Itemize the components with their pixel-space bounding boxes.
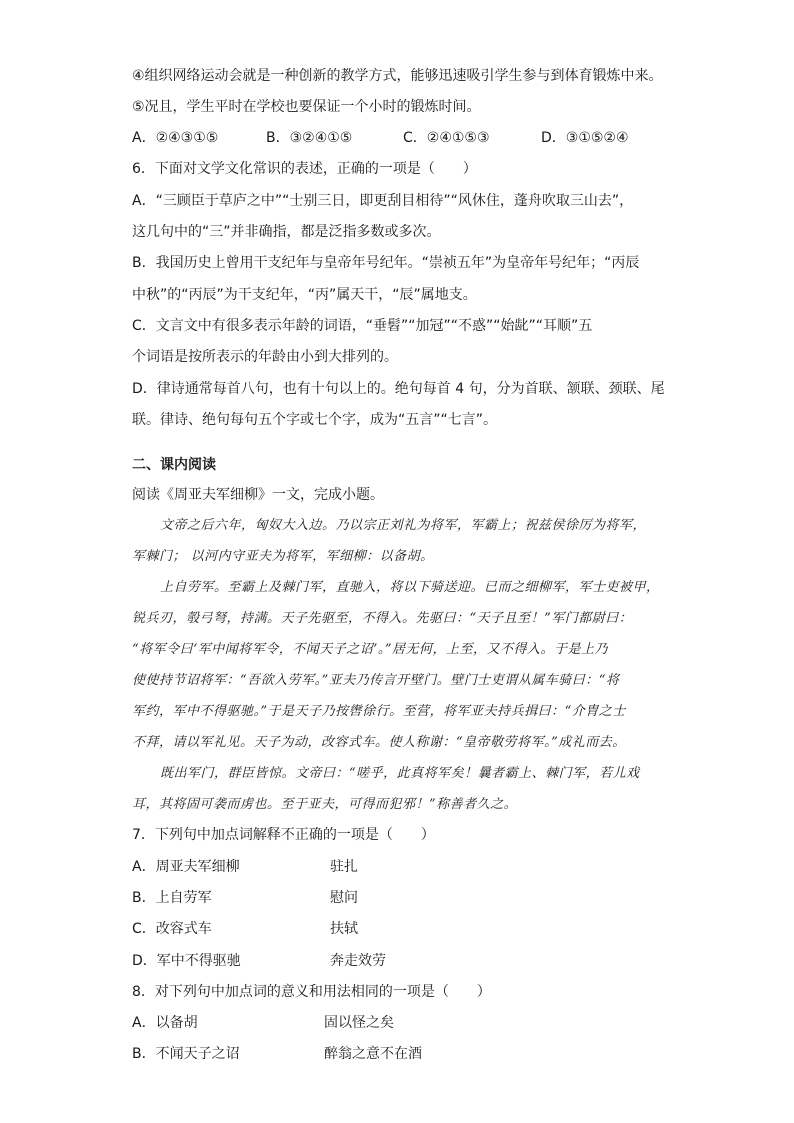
q5-options — [132, 128, 629, 148]
q6-stem: 6．下面对文学文化常识的表述，正确的一项是（ ） — [132, 161, 477, 177]
q8-option-a-left: A．以备胡 — [132, 1015, 198, 1031]
q7-option-c — [132, 919, 358, 939]
section-2-instruction: 阅读《周亚夫军细柳》一文，完成小题。 — [132, 487, 384, 503]
q6-option-c-line1: C．文言文中有很多表示年龄的词语，“垂髫”“加冠”“不惑”“始龀”“耳顺”五 — [132, 318, 593, 334]
passage-line: “将军令曰‘军中闻将军令，不闻天子之诏’。”居无何，上至，又不得入。于是上乃 — [132, 642, 609, 657]
q7-option-d-gloss: 奔走效劳 — [330, 953, 386, 969]
q8-option-b — [132, 1044, 422, 1064]
q7-option-b-gloss: 慰问 — [330, 890, 358, 906]
passage-line: 既出军门，群臣皆惊。文帝曰：“嗟乎，此真将军矣！曩者霸上、棘门军，若儿戏 — [160, 766, 640, 781]
q5-item-5: ⑤况且，学生平时在学校也要保证一个小时的锻炼时间。 — [132, 99, 481, 115]
q6-option-d-line1: D．律诗通常每首八句，也有十句以上的。绝句每首 4 句，分为首联、颔联、颈联、尾 — [132, 381, 665, 397]
q6-option-a-line1: A．“三顾臣于草庐之中”“士别三日，即更刮目相待”“风休住，蓬舟吹取三山去”， — [132, 193, 634, 209]
q7-option-a-gloss: 驻扎 — [330, 859, 358, 875]
q5-option-a: A．②④③①⑤ — [132, 130, 219, 146]
q7-stem: 7．下列句中加点词解释不正确的一项是（ ） — [132, 827, 435, 843]
q6-option-a-line2: 这几句中的“三”并非确指，都是泛指多数或多次。 — [132, 224, 441, 240]
q5-item-4: ④组织网络运动会就是一种创新的教学方式，能够迅速吸引学生参与到体育锻炼中来。 — [132, 68, 663, 84]
passage-line: 使使持节诏将军：“吾欲入劳军。”亚夫乃传言开壁门。壁门士吏谓从属车骑曰：“将 — [132, 673, 620, 688]
q8-stem: 8．对下列句中加点词的意义和用法相同的一项是（ ） — [132, 984, 491, 1000]
q6-option-c-line2: 个词语是按所表示的年龄由小到大排列的。 — [132, 349, 398, 365]
passage-line: 耳，其将固可袭而虏也。至于亚夫，可得而犯邪！”称善者久之。 — [132, 797, 518, 812]
q7-option-a-label: A．周亚夫军细柳 — [132, 859, 240, 875]
passage-line: 文帝之后六年，匈奴大入边。乃以宗正刘礼为将军，军霸上；祝兹侯徐厉为将军， — [160, 518, 647, 533]
passage-line: 锐兵刃，彀弓弩，持满。天子先驱至，不得入。先驱曰：“天子且至！”军门都尉曰： — [132, 611, 633, 626]
q7-option-d-label: D．军中不得驱驰 — [132, 953, 241, 969]
q8-option-b-right: 醉翁之意不在酒 — [324, 1046, 422, 1062]
q6-option-d-line2: 联。律诗、绝句每句五个字或七个字，成为“五言”“七言”。 — [132, 412, 498, 428]
section-2-title: 二、课内阅读 — [132, 457, 216, 473]
q7-option-a — [132, 857, 358, 877]
passage-line: 军约，军中不得驱驰。”于是天子乃按辔徐行。至营，将军亚夫持兵揖曰：“介胄之士 — [132, 704, 626, 719]
passage-line: 不拜，请以军礼见。天子为动，改容式车。使人称谢：“皇帝敬劳将军。”成礼而去。 — [132, 735, 626, 750]
q7-option-b-label: B．上自劳军 — [132, 890, 212, 906]
passage-line: 上自劳军。至霸上及棘门军，直驰入，将以下骑送迎。已而之细柳军，军士吏被甲， — [160, 580, 660, 595]
q7-option-b — [132, 888, 358, 908]
q7-option-d — [132, 951, 386, 971]
passage-line: 军棘门； 以河内守亚夫为将军，军细柳：以备胡。 — [132, 549, 434, 564]
q7-option-c-label: C．改容式车 — [132, 921, 212, 937]
q5-option-b: B．③②④①⑤ — [266, 130, 353, 146]
q8-option-b-left: B．不闻天子之诏 — [132, 1046, 240, 1062]
q8-option-a — [132, 1013, 394, 1033]
q5-option-d: D．③①⑤②④ — [541, 130, 629, 146]
q8-option-a-right: 固以怪之矣 — [324, 1015, 394, 1031]
q6-option-b-line2: 中秋”的“丙辰”为干支纪年，“丙”属天干，“辰”属地支。 — [132, 287, 477, 303]
q5-option-c: C．②④①⑤③ — [403, 130, 490, 146]
q7-option-c-gloss: 扶轼 — [330, 921, 358, 937]
q6-option-b-line1: B．我国历史上曾用干支纪年与皇帝年号纪年。“崇祯五年”为皇帝年号纪年；“丙辰 — [132, 255, 640, 271]
